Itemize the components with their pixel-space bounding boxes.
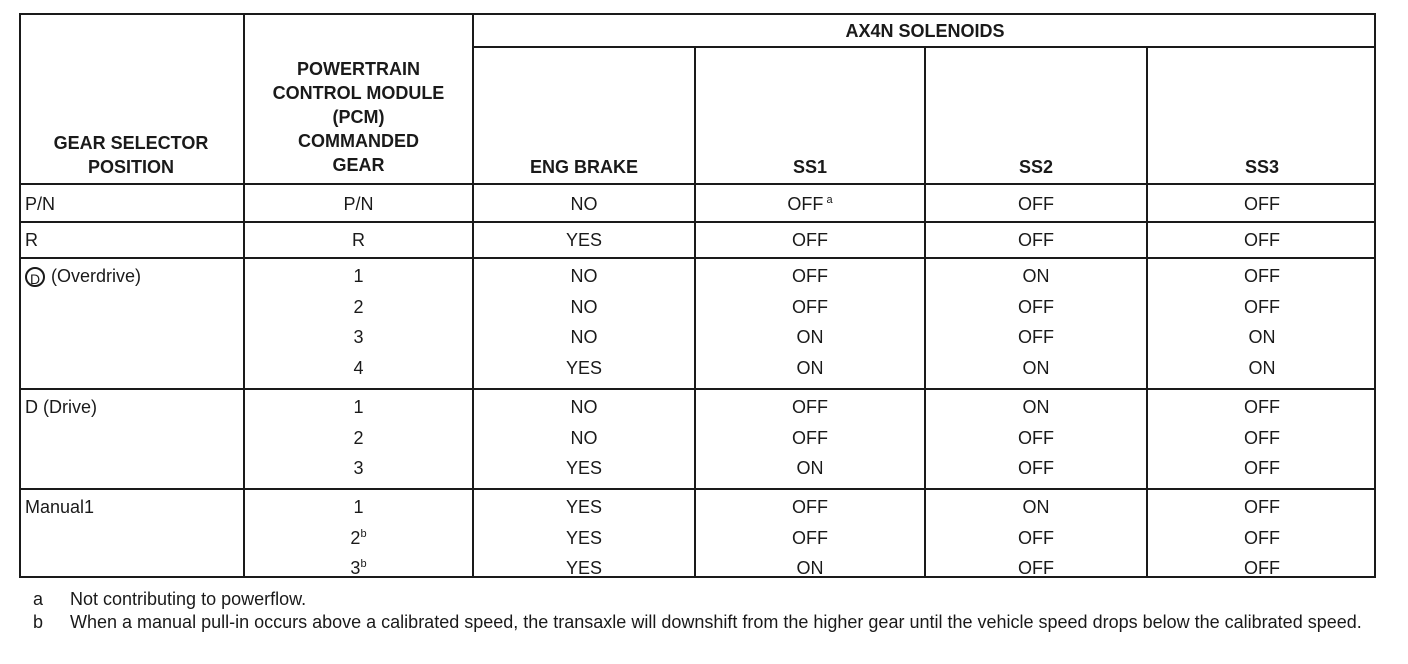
cell-eng-brake: NO	[570, 194, 598, 214]
cell-ss2: OFF	[1018, 527, 1054, 548]
footnote-key: a	[33, 589, 44, 609]
cell-ss1: OFF	[792, 527, 828, 548]
cell-ss1: ON	[796, 558, 824, 578]
solenoid-table	[19, 13, 1376, 578]
cell-ss1: OFF $^a$	[787, 194, 833, 214]
cell-ss2: ON	[1022, 397, 1050, 417]
gear-selector-position	[25, 265, 241, 287]
cell-ss3: OFF	[1244, 527, 1280, 548]
cell-ss3: OFF	[1244, 194, 1280, 214]
row-divider	[19, 388, 1376, 390]
cell-gear: 1	[353, 397, 364, 417]
cell-eng-brake: YES	[565, 527, 603, 548]
cell-ss1: OFF	[792, 266, 828, 286]
gear-selector-position	[25, 193, 241, 215]
gear-selector-position	[25, 229, 241, 251]
cell-ss3: OFF	[1244, 296, 1280, 317]
cell-ss2: OFF	[1018, 427, 1054, 448]
position-label: (Overdrive)	[51, 266, 142, 286]
cell-gear: 4	[353, 357, 364, 378]
cell-gear: P/N	[343, 194, 374, 214]
position-label: R	[25, 230, 38, 250]
header-solenoids-group: AX4N SOLENOIDS	[845, 21, 1005, 41]
cell-eng-brake: NO	[570, 266, 598, 286]
cell-gear: 2$^b$	[350, 527, 367, 548]
footnotes	[33, 588, 1373, 634]
header-ss1: SS1	[792, 157, 828, 177]
header-gear-selector: GEAR SELECTOR POSITION	[53, 133, 209, 177]
cell-ss2: OFF	[1018, 194, 1054, 214]
cell-ss2: OFF	[1018, 296, 1054, 317]
cell-gear: 3	[353, 458, 364, 478]
cell-gear: 1	[353, 266, 364, 286]
cell-gear: R	[352, 230, 365, 250]
cell-ss1: OFF	[792, 296, 828, 317]
footnote-text: When a manual pull-in occurs above a calibrated speed, the transaxle will downshift from the higher gear until the vehicle speed drops below the calibrated speed.	[70, 612, 1362, 632]
position-label: Manual1	[25, 497, 95, 517]
cell-ss3: OFF	[1244, 427, 1280, 448]
footnote-key: b	[33, 612, 44, 632]
cell-eng-brake: YES	[565, 497, 603, 517]
footnote-marker: b	[360, 558, 367, 570]
cell-ss3: OFF	[1244, 497, 1280, 517]
cell-ss2: OFF	[1018, 327, 1054, 347]
row-divider	[19, 488, 1376, 490]
cell-ss1: OFF	[792, 497, 828, 517]
cell-ss2: ON	[1022, 266, 1050, 286]
cell-gear: 3$^b$	[350, 558, 367, 578]
cell-ss1: OFF	[792, 230, 828, 250]
cell-ss1: ON	[796, 458, 824, 478]
cell-ss3: ON	[1248, 327, 1276, 347]
cell-ss3: OFF	[1244, 558, 1280, 578]
cell-ss3: OFF	[1244, 230, 1280, 250]
cell-gear: 1	[353, 497, 364, 517]
cell-eng-brake: NO	[570, 427, 598, 448]
cell-ss3: OFF	[1244, 266, 1280, 286]
cell-ss1: ON	[796, 327, 824, 347]
position-label: D (Drive)	[25, 397, 97, 417]
cell-eng-brake: YES	[565, 558, 603, 578]
cell-eng-brake: NO	[570, 327, 598, 347]
cell-ss3: OFF	[1244, 458, 1280, 478]
footnote-a	[33, 588, 1373, 610]
footnote-b	[33, 611, 1373, 633]
cell-gear: 2	[353, 296, 364, 317]
cell-gear: 3	[353, 327, 364, 347]
footnote-text: Not contributing to powerflow.	[70, 589, 307, 609]
row-divider	[472, 46, 1376, 48]
position-label: P/N	[25, 194, 56, 214]
cell-ss2: ON	[1022, 497, 1050, 517]
cell-eng-brake: NO	[570, 296, 598, 317]
cell-ss2: ON	[1022, 357, 1050, 378]
cell-eng-brake: YES	[565, 357, 603, 378]
row-divider	[19, 221, 1376, 223]
cell-ss2: OFF	[1018, 558, 1054, 578]
gear-selector-position	[25, 496, 241, 518]
footnote-marker: b	[360, 527, 367, 540]
row-divider	[19, 183, 1376, 185]
cell-ss1: OFF	[792, 397, 828, 417]
header-ss3: SS3	[1244, 157, 1280, 177]
gear-selector-position	[25, 396, 241, 418]
header-eng-brake: ENG BRAKE	[529, 157, 638, 177]
cell-eng-brake: YES	[565, 458, 603, 478]
cell-gear: 2	[353, 427, 364, 448]
cell-ss1: ON	[796, 357, 824, 378]
cell-ss3: OFF	[1244, 397, 1280, 417]
overdrive-circle-icon: D	[25, 267, 45, 287]
cell-ss2: OFF	[1018, 458, 1054, 478]
cell-ss1: OFF	[792, 427, 828, 448]
cell-ss2: OFF	[1018, 230, 1054, 250]
cell-ss3: ON	[1248, 357, 1276, 378]
cell-eng-brake: YES	[565, 230, 603, 250]
header-ss2: SS2	[1018, 157, 1054, 177]
header-pcm-gear: POWERTRAIN CONTROL MODULE (PCM) COMMANDED GEAR	[272, 59, 445, 175]
footnote-marker: a	[823, 194, 833, 206]
cell-eng-brake: NO	[570, 397, 598, 417]
row-divider	[19, 257, 1376, 259]
